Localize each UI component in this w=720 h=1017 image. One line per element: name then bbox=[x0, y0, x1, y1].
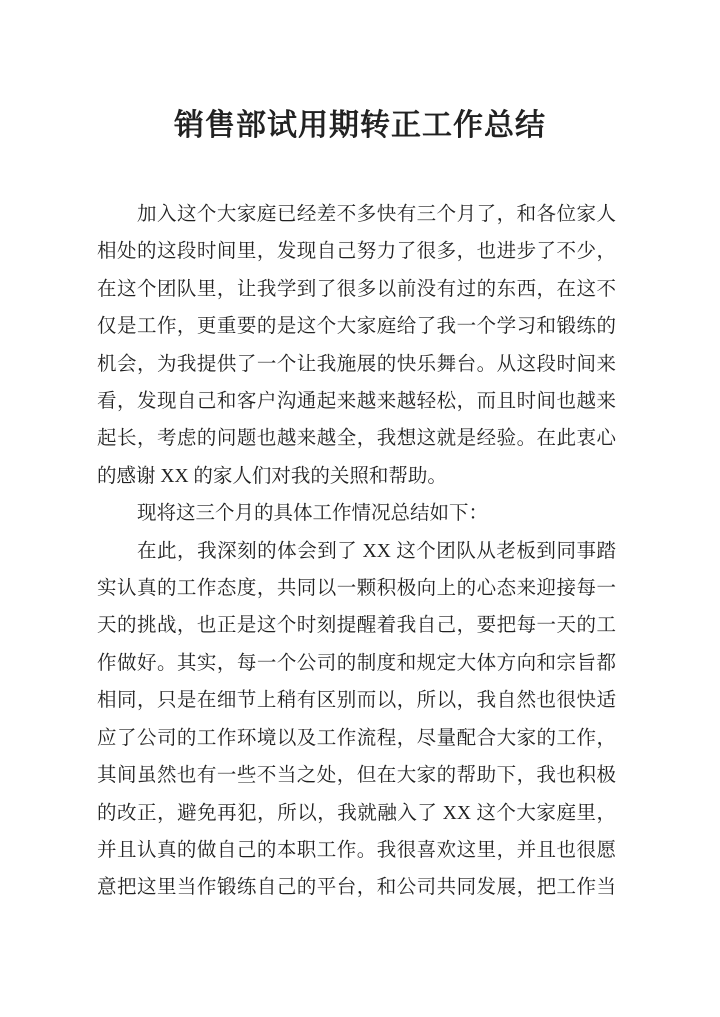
document-body bbox=[97, 196, 616, 907]
text-line: 机会，为我提供了一个让我施展的快乐舞台。从这段时间来 bbox=[97, 353, 616, 375]
text-line: 在这个团队里，让我学到了很多以前没有过的东西，在这不 bbox=[97, 278, 616, 300]
text-line: 仅是工作，更重要的是这个大家庭给了我一个学习和锻练的 bbox=[97, 316, 616, 338]
text-line: 意把这里当作锻练自己的平台，和公司共同发展，把工作当 bbox=[97, 877, 616, 899]
text-line: 看，发现自己和客户沟通起来越来越轻松，而且时间也越来 bbox=[97, 391, 616, 413]
document-title: 销售部试用期转正工作总结 bbox=[174, 109, 546, 142]
text-line: 作做好。其实，每一个公司的制度和规定大体方向和宗旨都 bbox=[97, 652, 616, 674]
text-line: 起长，考虑的问题也越来越全，我想这就是经验。在此衷心 bbox=[97, 428, 616, 450]
text-line: 相同，只是在细节上稍有区别而以，所以，我自然也很快适 bbox=[97, 690, 616, 712]
text-line: 应了公司的工作环境以及工作流程，尽量配合大家的工作， bbox=[97, 727, 616, 749]
text-line: 加入这个大家庭已经差不多快有三个月了，和各位家人 bbox=[137, 204, 616, 225]
text-line: 实认真的工作态度，共同以一颗积极向上的心态来迎接每一 bbox=[97, 578, 616, 600]
text-line: 其间虽然也有一些不当之处，但在大家的帮助下，我也积极 bbox=[97, 765, 616, 787]
text-line: 天的挑战，也正是这个时刻提醒着我自己，要把每一天的工 bbox=[97, 615, 616, 637]
text-line: 的改正，避免再犯，所以，我就融入了 XX 这个大家庭里， bbox=[97, 802, 616, 824]
text-line: 在此，我深刻的体会到了 XX 这个团队从老板到同事踏 bbox=[137, 540, 616, 562]
text-line: 的感谢 XX 的家人们对我的关照和帮助。 bbox=[97, 465, 447, 487]
text-line: 现将这三个月的具体工作情况总结如下： bbox=[137, 503, 489, 525]
text-line: 相处的这段时间里，发现自己努力了很多，也进步了不少， bbox=[97, 241, 616, 263]
text-line: 并且认真的做自己的本职工作。我很喜欢这里，并且也很愿 bbox=[97, 839, 616, 861]
